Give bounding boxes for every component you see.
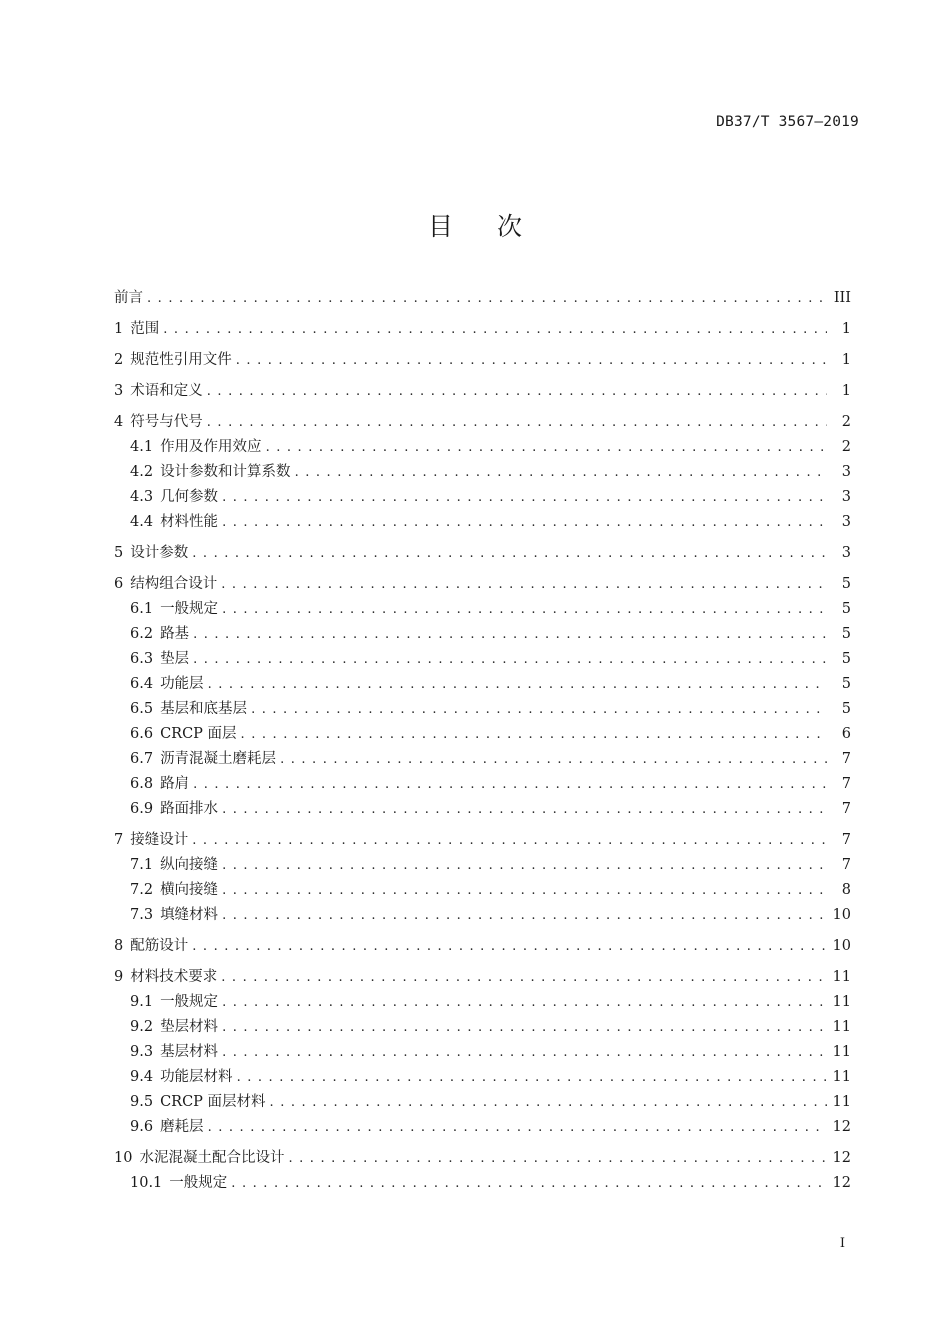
toc-entry-number: 4	[114, 414, 124, 430]
toc-dot-leader	[295, 465, 827, 480]
toc-entry-page: 12	[832, 1119, 851, 1135]
toc-entry[interactable]	[114, 485, 851, 510]
toc-entry-page: 1	[841, 321, 851, 337]
toc-dot-leader	[222, 1045, 827, 1060]
toc-dot-leader	[207, 415, 827, 430]
toc-entry[interactable]	[114, 379, 851, 404]
toc-dot-leader	[221, 577, 827, 592]
toc-entry-number: 6.8	[130, 776, 154, 792]
toc-entry[interactable]	[114, 1115, 851, 1140]
toc-entry-page: 10	[832, 938, 851, 954]
toc-entry-page: 11	[832, 1094, 851, 1110]
toc-entry-label: 符号与代号	[130, 414, 203, 430]
toc-entry[interactable]	[114, 541, 851, 566]
toc-entry-title	[130, 747, 280, 768]
toc-entry[interactable]	[114, 747, 851, 772]
toc-entry-title	[130, 697, 251, 718]
toc-entry-number: 4.1	[130, 439, 154, 455]
toc-dot-leader	[193, 627, 827, 642]
toc-entry-label: 功能层	[160, 676, 204, 692]
toc-entry-number: 9.3	[130, 1044, 154, 1060]
toc-entry-title	[130, 460, 295, 481]
toc-entry-label: 设计参数	[130, 545, 189, 561]
toc-entry[interactable]	[114, 622, 851, 647]
toc-entry-page: 11	[832, 969, 851, 985]
toc-entry-number: 7.3	[130, 907, 154, 923]
toc-entry-page: 10	[832, 907, 851, 923]
toc-entry-page: 2	[841, 414, 851, 430]
toc-entry-page: 12	[832, 1175, 851, 1191]
toc-dot-leader	[207, 384, 827, 399]
toc-entry-label: 一般规定	[160, 994, 219, 1010]
toc-entry-number: 3	[114, 383, 124, 399]
toc-entry-title	[114, 410, 207, 431]
toc-entry-number: 9	[114, 969, 124, 985]
toc-entry[interactable]	[114, 647, 851, 672]
toc-entry-page: 3	[841, 464, 851, 480]
toc-entry-page: 5	[841, 651, 851, 667]
toc-entry-number: 9.2	[130, 1019, 154, 1035]
toc-entry-title	[130, 722, 241, 743]
toc-entry-label: 路面排水	[160, 801, 219, 817]
toc-entry[interactable]	[114, 348, 851, 373]
toc-entry[interactable]	[114, 410, 851, 435]
toc-entry-number: 5	[114, 545, 124, 561]
toc-entry-page: 3	[841, 514, 851, 530]
toc-dot-leader	[208, 677, 827, 692]
toc-entry-label: 垫层	[160, 651, 190, 667]
toc-entry-page: 12	[832, 1150, 851, 1166]
toc-entry-label: 垫层材料	[160, 1019, 219, 1035]
toc-entry[interactable]	[114, 853, 851, 878]
toc-entry-number: 4.4	[130, 514, 154, 530]
toc-entry-page: 7	[841, 751, 851, 767]
toc-entry-number: 6.7	[130, 751, 154, 767]
toc-dot-leader	[222, 490, 827, 505]
toc-entry-label: 几何参数	[160, 489, 219, 505]
toc-entry[interactable]	[114, 878, 851, 903]
toc-entry-number: 7.1	[130, 857, 154, 873]
toc-entry-label: 结构组合设计	[130, 576, 218, 592]
toc-dot-leader	[147, 291, 827, 306]
toc-entry-number: 6.3	[130, 651, 154, 667]
toc-entry-number: 6	[114, 576, 124, 592]
toc-entry-title	[130, 772, 193, 793]
toc-entry[interactable]	[114, 1146, 851, 1171]
toc-entry[interactable]	[114, 697, 851, 722]
toc-entry-number: 9.6	[130, 1119, 154, 1135]
toc-entry-page: 11	[832, 994, 851, 1010]
toc-dot-leader	[163, 322, 827, 337]
toc-dot-leader	[193, 652, 827, 667]
toc-entry[interactable]	[114, 1040, 851, 1065]
toc-dot-leader	[222, 802, 827, 817]
toc-entry-number: 4.2	[130, 464, 154, 480]
toc-entry-number: 9.4	[130, 1069, 154, 1085]
toc-dot-leader	[222, 602, 827, 617]
toc-title: 目次	[427, 212, 566, 241]
toc-dot-leader	[288, 1151, 827, 1166]
toc-entry[interactable]	[114, 722, 851, 747]
toc-dot-leader	[192, 939, 827, 954]
toc-entry[interactable]	[114, 1065, 851, 1090]
toc-entry-label: 纵向接缝	[160, 857, 219, 873]
toc-entry-page: III	[833, 290, 851, 306]
toc-entry-title	[130, 903, 222, 924]
toc-dot-leader	[241, 727, 827, 742]
toc-entry-number: 4.3	[130, 489, 154, 505]
toc-entry-page: 3	[841, 545, 851, 561]
toc-entry-page: 3	[841, 489, 851, 505]
toc-dot-leader	[222, 908, 827, 923]
toc-entry-label: 填缝材料	[160, 907, 219, 923]
toc-entry-title	[114, 348, 236, 369]
toc-entry[interactable]	[114, 317, 851, 342]
table-of-contents	[114, 286, 851, 1196]
toc-entry-label: 范围	[130, 321, 160, 337]
toc-entry-page: 2	[841, 439, 851, 455]
toc-entry-title	[130, 647, 193, 668]
toc-entry-number: 10	[114, 1150, 133, 1166]
toc-entry-title	[114, 828, 192, 849]
toc-entry-page: 5	[841, 701, 851, 717]
toc-dot-leader	[236, 353, 827, 368]
toc-entry-page: 1	[841, 352, 851, 368]
toc-entry[interactable]	[114, 990, 851, 1015]
toc-dot-leader	[192, 833, 827, 848]
toc-entry-number: 9.1	[130, 994, 154, 1010]
toc-entry-title	[130, 672, 208, 693]
toc-entry-title	[130, 1115, 208, 1136]
toc-entry-number: 6.6	[130, 726, 154, 742]
toc-entry-page: 7	[841, 801, 851, 817]
toc-entry-label: 接缝设计	[130, 832, 189, 848]
toc-entry-title	[130, 1090, 270, 1111]
toc-entry[interactable]	[114, 965, 851, 990]
toc-entry-label: CRCP 面层材料	[160, 1094, 266, 1110]
toc-entry-label: 沥青混凝土磨耗层	[160, 751, 277, 767]
toc-entry-label: 路肩	[160, 776, 190, 792]
toc-entry-number: 9.5	[130, 1094, 154, 1110]
toc-entry-title	[130, 435, 266, 456]
toc-entry-title	[114, 286, 147, 307]
toc-entry-title	[114, 379, 207, 400]
toc-entry-label: 基层和底基层	[160, 701, 248, 717]
toc-entry-title	[130, 485, 222, 506]
toc-entry-label: 配筋设计	[130, 938, 189, 954]
toc-entry-label: 术语和定义	[130, 383, 203, 399]
document-code: DB37/T 3567—2019	[716, 114, 859, 130]
toc-entry[interactable]	[114, 1015, 851, 1040]
toc-entry-title	[114, 541, 192, 562]
toc-entry-label: 一般规定	[169, 1175, 228, 1191]
toc-entry[interactable]	[114, 435, 851, 460]
toc-dot-leader	[208, 1120, 827, 1135]
toc-dot-leader	[222, 515, 827, 530]
toc-entry[interactable]	[114, 672, 851, 697]
toc-entry[interactable]	[114, 597, 851, 622]
toc-entry-title	[130, 853, 222, 874]
toc-dot-leader	[192, 546, 827, 561]
toc-entry-title	[130, 622, 193, 643]
toc-entry-title	[130, 878, 222, 899]
toc-entry-title	[130, 597, 222, 618]
toc-entry[interactable]	[114, 934, 851, 959]
toc-entry-number: 6.1	[130, 601, 154, 617]
toc-dot-leader	[251, 702, 827, 717]
toc-entry-label: 磨耗层	[160, 1119, 204, 1135]
toc-entry-page: 5	[841, 601, 851, 617]
toc-dot-leader	[222, 883, 827, 898]
page-number: I	[839, 1236, 845, 1251]
toc-dot-leader	[222, 858, 827, 873]
toc-entry-number: 7.2	[130, 882, 154, 898]
toc-entry-number: 10.1	[130, 1175, 163, 1191]
toc-entry[interactable]	[114, 286, 851, 311]
toc-entry-page: 11	[832, 1069, 851, 1085]
toc-entry-title	[130, 990, 222, 1011]
toc-entry-label: CRCP 面层	[160, 726, 237, 742]
toc-dot-leader	[270, 1095, 827, 1110]
toc-entry-number: 6.5	[130, 701, 154, 717]
toc-entry-page: 8	[841, 882, 851, 898]
toc-entry[interactable]	[114, 1090, 851, 1115]
toc-dot-leader	[237, 1070, 827, 1085]
toc-entry-label: 基层材料	[160, 1044, 219, 1060]
toc-entry-label: 水泥混凝土配合比设计	[139, 1150, 285, 1166]
toc-entry-title	[130, 1171, 231, 1192]
toc-entry-label: 材料技术要求	[130, 969, 218, 985]
toc-entry-label: 功能层材料	[160, 1069, 233, 1085]
toc-entry-label: 设计参数和计算系数	[160, 464, 291, 480]
toc-entry-page: 1	[841, 383, 851, 399]
toc-dot-leader	[266, 440, 827, 455]
toc-entry[interactable]	[114, 828, 851, 853]
toc-entry[interactable]	[114, 772, 851, 797]
toc-entry-page: 11	[832, 1044, 851, 1060]
toc-entry-label: 路基	[160, 626, 190, 642]
toc-dot-leader	[231, 1176, 827, 1191]
toc-entry-page: 7	[841, 857, 851, 873]
toc-entry-label: 规范性引用文件	[130, 352, 232, 368]
toc-entry-title	[130, 1065, 237, 1086]
toc-entry-title	[114, 572, 221, 593]
toc-entry-page: 6	[841, 726, 851, 742]
toc-entry-label: 前言	[114, 290, 143, 306]
toc-entry[interactable]	[114, 903, 851, 928]
toc-entry-page: 5	[841, 676, 851, 692]
toc-entry-page: 5	[841, 626, 851, 642]
toc-entry-title	[114, 934, 192, 955]
toc-entry-title	[114, 1146, 288, 1167]
toc-entry-page: 11	[832, 1019, 851, 1035]
toc-dot-leader	[221, 970, 827, 985]
toc-entry[interactable]	[114, 1171, 851, 1196]
toc-entry-label: 作用及作用效应	[160, 439, 262, 455]
toc-entry[interactable]	[114, 510, 851, 535]
toc-dot-leader	[222, 995, 827, 1010]
toc-entry-number: 6.4	[130, 676, 154, 692]
toc-entry[interactable]	[114, 572, 851, 597]
toc-dot-leader	[222, 1020, 827, 1035]
toc-entry-title	[130, 1040, 222, 1061]
toc-entry-title	[130, 1015, 222, 1036]
toc-entry-number: 6.9	[130, 801, 154, 817]
toc-entry-page: 5	[841, 576, 851, 592]
toc-entry[interactable]	[114, 797, 851, 822]
toc-dot-leader	[193, 777, 827, 792]
toc-entry-title	[114, 965, 221, 986]
toc-dot-leader	[280, 752, 827, 767]
toc-entry-number: 8	[114, 938, 124, 954]
toc-entry-number: 6.2	[130, 626, 154, 642]
toc-entry-page: 7	[841, 832, 851, 848]
toc-entry-number: 7	[114, 832, 124, 848]
toc-entry-number: 1	[114, 321, 124, 337]
toc-entry-label: 横向接缝	[160, 882, 219, 898]
toc-entry-title	[114, 317, 163, 338]
toc-entry-label: 一般规定	[160, 601, 219, 617]
toc-entry-number: 2	[114, 352, 124, 368]
toc-entry[interactable]	[114, 460, 851, 485]
toc-entry-page: 7	[841, 776, 851, 792]
toc-entry-label: 材料性能	[160, 514, 219, 530]
toc-entry-title	[130, 797, 222, 818]
toc-entry-title	[130, 510, 222, 531]
